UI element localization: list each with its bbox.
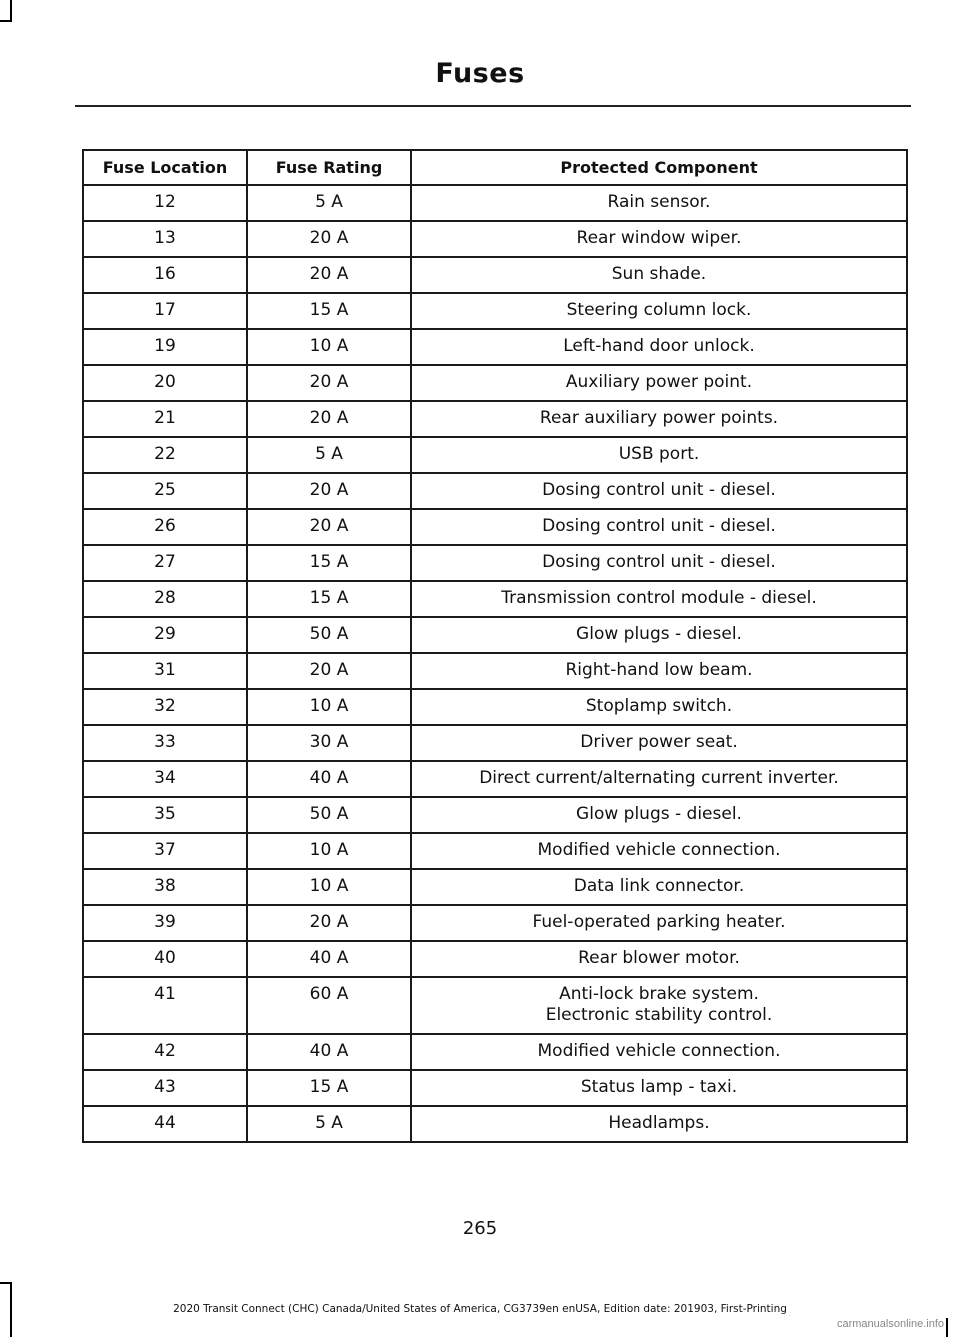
table-row	[83, 941, 907, 977]
fuse-location-cell: 26	[83, 509, 247, 545]
fuse-rating-cell: 20 A	[247, 365, 411, 401]
protected-component-line: Dosing control unit - diesel.	[542, 516, 776, 536]
protected-component-cell	[411, 1106, 907, 1142]
header-fuse-location: Fuse Location	[83, 150, 247, 185]
fuse-location-cell: 12	[83, 185, 247, 221]
protected-component-cell	[411, 293, 907, 329]
fuse-location-cell: 19	[83, 329, 247, 365]
protected-component-cell	[411, 797, 907, 833]
crop-mark	[0, 20, 12, 22]
protected-component-cell	[411, 329, 907, 365]
fuse-rating-cell: 5 A	[247, 185, 411, 221]
fuse-location-cell: 20	[83, 365, 247, 401]
protected-component-line: Rear blower motor.	[578, 948, 740, 968]
fuse-rating-cell: 20 A	[247, 653, 411, 689]
fuse-location-cell: 28	[83, 581, 247, 617]
fuse-rating-cell: 40 A	[247, 761, 411, 797]
table-row	[83, 221, 907, 257]
protected-component-cell	[411, 509, 907, 545]
table-row	[83, 1070, 907, 1106]
table-row	[83, 833, 907, 869]
protected-component-cell	[411, 869, 907, 905]
fuse-rating-cell: 40 A	[247, 941, 411, 977]
fuse-location-cell: 38	[83, 869, 247, 905]
protected-component-line: Rain sensor.	[607, 192, 711, 212]
fuse-rating-cell: 20 A	[247, 221, 411, 257]
fuse-rating-cell: 60 A	[247, 977, 411, 1034]
protected-component-cell	[411, 185, 907, 221]
table-row	[83, 869, 907, 905]
protected-component-cell	[411, 725, 907, 761]
table-row	[83, 977, 907, 1034]
fuse-rating-cell: 15 A	[247, 1070, 411, 1106]
table-row	[83, 797, 907, 833]
fuse-rating-cell: 5 A	[247, 1106, 411, 1142]
table-row	[83, 293, 907, 329]
protected-component-cell	[411, 473, 907, 509]
fuse-location-cell: 39	[83, 905, 247, 941]
fuse-location-cell: 37	[83, 833, 247, 869]
protected-component-line: Sun shade.	[611, 264, 707, 284]
protected-component-line: Left-hand door unlock.	[563, 336, 755, 356]
table-row	[83, 1034, 907, 1070]
protected-component-line: Stoplamp switch.	[585, 696, 733, 716]
fuse-rating-cell: 15 A	[247, 293, 411, 329]
page-number: 265	[462, 1218, 498, 1239]
protected-component-line: Rear window wiper.	[576, 228, 742, 248]
fuse-location-cell: 17	[83, 293, 247, 329]
fuse-location-cell: 13	[83, 221, 247, 257]
protected-component-line: USB port.	[618, 444, 700, 464]
table-row	[83, 185, 907, 221]
crop-mark	[10, 0, 12, 22]
protected-component-line: Direct current/alternating current inverter.	[479, 768, 839, 788]
fuse-rating-cell: 20 A	[247, 257, 411, 293]
protected-component-line: Right-hand low beam.	[565, 660, 753, 680]
fuse-table	[82, 149, 908, 1143]
header-fuse-rating: Fuse Rating	[247, 150, 411, 185]
fuse-rating-cell: 50 A	[247, 617, 411, 653]
protected-component-cell	[411, 221, 907, 257]
table-row	[83, 653, 907, 689]
page-title: Fuses	[435, 58, 525, 89]
table-row	[83, 329, 907, 365]
table-row	[83, 257, 907, 293]
table-row	[83, 689, 907, 725]
fuse-rating-cell: 10 A	[247, 329, 411, 365]
protected-component-cell	[411, 617, 907, 653]
fuse-location-cell: 34	[83, 761, 247, 797]
protected-component-line: Fuel-operated parking heater.	[532, 912, 786, 932]
fuse-rating-cell: 20 A	[247, 905, 411, 941]
fuse-rating-cell: 5 A	[247, 437, 411, 473]
fuse-rating-cell: 20 A	[247, 473, 411, 509]
table-row	[83, 617, 907, 653]
fuse-location-cell: 33	[83, 725, 247, 761]
fuse-rating-cell: 10 A	[247, 833, 411, 869]
fuse-rating-cell: 10 A	[247, 689, 411, 725]
fuse-rating-cell: 30 A	[247, 725, 411, 761]
fuse-location-cell: 42	[83, 1034, 247, 1070]
footer-edition-text: 2020 Transit Connect (CHC) Canada/United States of America, CG3739en enUSA, Edition date: 201903, First-Printing	[173, 1303, 787, 1315]
table-row	[83, 437, 907, 473]
protected-component-cell	[411, 365, 907, 401]
table-row	[83, 761, 907, 797]
fuse-rating-cell: 50 A	[247, 797, 411, 833]
protected-component-line: Transmission control module - diesel.	[501, 588, 817, 608]
fuse-location-cell: 40	[83, 941, 247, 977]
fuse-location-cell: 43	[83, 1070, 247, 1106]
fuse-location-cell: 31	[83, 653, 247, 689]
table-row	[83, 509, 907, 545]
fuse-location-cell: 25	[83, 473, 247, 509]
protected-component-line: Driver power seat.	[580, 732, 738, 752]
protected-component-cell	[411, 1034, 907, 1070]
protected-component-cell	[411, 437, 907, 473]
protected-component-line: Status lamp - taxi.	[580, 1077, 738, 1097]
protected-component-line: Rear auxiliary power points.	[539, 408, 779, 428]
fuse-location-cell: 22	[83, 437, 247, 473]
protected-component-line: Headlamps.	[608, 1113, 710, 1133]
protected-component-cell	[411, 653, 907, 689]
protected-component-line: Anti-lock brake system.	[559, 984, 759, 1004]
fuse-rating-cell: 20 A	[247, 401, 411, 437]
table-row	[83, 545, 907, 581]
fuse-location-cell: 41	[83, 977, 247, 1034]
crop-mark	[946, 1318, 948, 1337]
protected-component-line: Auxiliary power point.	[565, 372, 753, 392]
fuse-location-cell: 27	[83, 545, 247, 581]
fuse-table-body	[83, 185, 907, 1142]
protected-component-cell	[411, 257, 907, 293]
table-row	[83, 581, 907, 617]
fuse-location-cell: 16	[83, 257, 247, 293]
header-protected-component: Protected Component	[411, 150, 907, 185]
protected-component-cell	[411, 977, 907, 1034]
protected-component-line: Modified vehicle connection.	[537, 840, 781, 860]
protected-component-line: Electronic stability control.	[545, 1005, 773, 1025]
protected-component-line: Data link connector.	[573, 876, 745, 896]
protected-component-cell	[411, 545, 907, 581]
crop-mark	[0, 1282, 12, 1284]
header-divider	[75, 105, 911, 107]
fuse-location-cell: 32	[83, 689, 247, 725]
fuse-location-cell: 44	[83, 1106, 247, 1142]
fuse-location-cell: 29	[83, 617, 247, 653]
table-row	[83, 905, 907, 941]
fuse-rating-cell: 15 A	[247, 545, 411, 581]
protected-component-cell	[411, 905, 907, 941]
table-header-row	[83, 150, 907, 185]
protected-component-line: Dosing control unit - diesel.	[542, 480, 776, 500]
fuse-location-cell: 21	[83, 401, 247, 437]
protected-component-line: Modified vehicle connection.	[537, 1041, 781, 1061]
protected-component-cell	[411, 941, 907, 977]
table-row	[83, 473, 907, 509]
fuse-rating-cell: 15 A	[247, 581, 411, 617]
fuse-location-cell: 35	[83, 797, 247, 833]
protected-component-line: Steering column lock.	[566, 300, 752, 320]
protected-component-cell	[411, 761, 907, 797]
fuse-rating-cell: 20 A	[247, 509, 411, 545]
protected-component-cell	[411, 689, 907, 725]
protected-component-line: Dosing control unit - diesel.	[542, 552, 776, 572]
protected-component-cell	[411, 833, 907, 869]
fuse-rating-cell: 10 A	[247, 869, 411, 905]
table-row	[83, 365, 907, 401]
protected-component-cell	[411, 401, 907, 437]
protected-component-line: Glow plugs - diesel.	[576, 624, 742, 644]
watermark: carmanualsonline.info	[836, 1318, 944, 1330]
table-row	[83, 401, 907, 437]
protected-component-cell	[411, 1070, 907, 1106]
table-row	[83, 1106, 907, 1142]
protected-component-line: Glow plugs - diesel.	[576, 804, 742, 824]
fuse-rating-cell: 40 A	[247, 1034, 411, 1070]
table-row	[83, 725, 907, 761]
protected-component-cell	[411, 581, 907, 617]
